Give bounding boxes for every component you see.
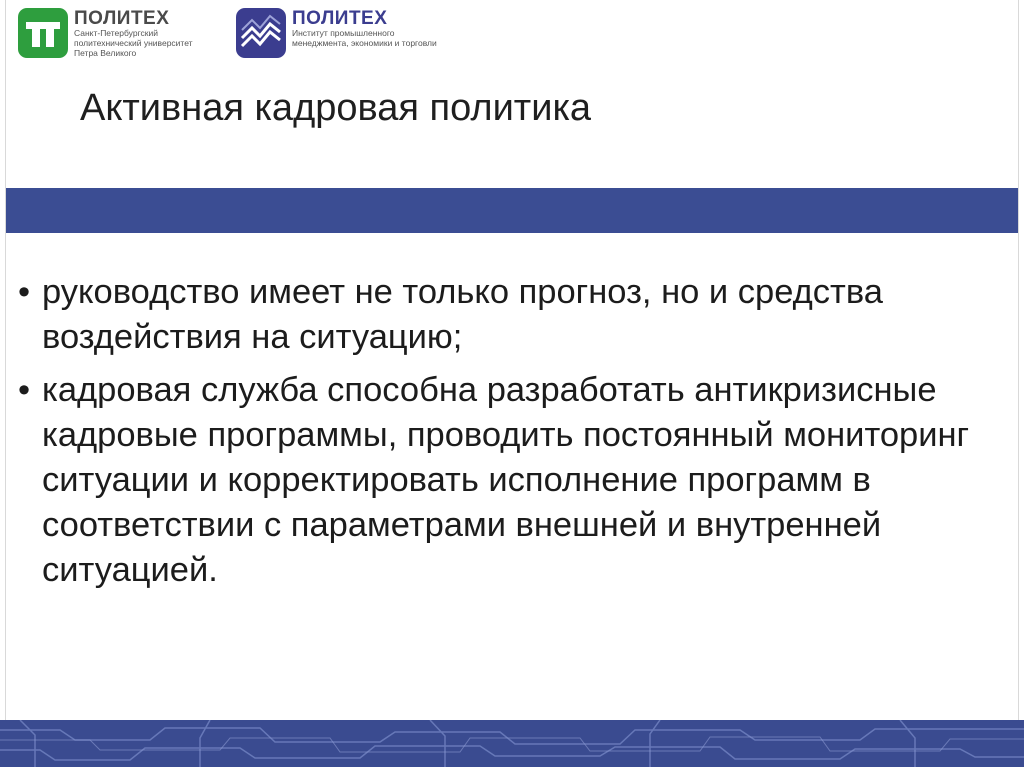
bullet-dot-icon: • (18, 371, 31, 409)
logo-subtitle-line: менеджмента, экономики и торговли (292, 38, 437, 48)
institute-logo (236, 8, 437, 58)
logo-name: ПОЛИТЕХ (292, 8, 388, 29)
logo-subtitle-line: Санкт-Петербургский (74, 28, 158, 38)
logo-subtitle-line: политехнический университет (74, 38, 193, 48)
bullet-list (18, 270, 978, 601)
logo-text (292, 8, 437, 48)
bullet-text: руководство имеет не только прогноз, но и средства воздействия на ситуацию; (42, 273, 883, 356)
bullet-text: кадровая служба способна разработать антикризисные кадровые программы, проводить постоянный мониторинг ситуации и корректировать исполнение программ в соответствии с параметрами внешней и внутренней ситуацией. (42, 371, 970, 589)
logo-subtitle (292, 28, 437, 48)
bottom-decorative-band (0, 720, 1024, 767)
frame-line-left (5, 0, 6, 720)
politech-green-logo-icon (18, 8, 68, 58)
logo-text (74, 8, 193, 58)
bullet-item (18, 270, 978, 360)
frame-line-right (1018, 0, 1019, 720)
slide-title: Активная кадровая политика (80, 87, 592, 129)
politech-university-logo (18, 8, 193, 58)
title-band (6, 188, 1018, 233)
circuit-pattern-icon (0, 720, 1024, 767)
logo-subtitle-line: Петра Великого (74, 48, 137, 58)
logo-name: ПОЛИТЕХ (74, 8, 170, 29)
bullet-dot-icon: • (18, 273, 31, 311)
logo-subtitle-line: Институт промышленного (292, 28, 395, 38)
bullet-item (18, 368, 978, 593)
institute-wave-logo-icon (236, 8, 286, 58)
logo-subtitle (74, 28, 193, 58)
